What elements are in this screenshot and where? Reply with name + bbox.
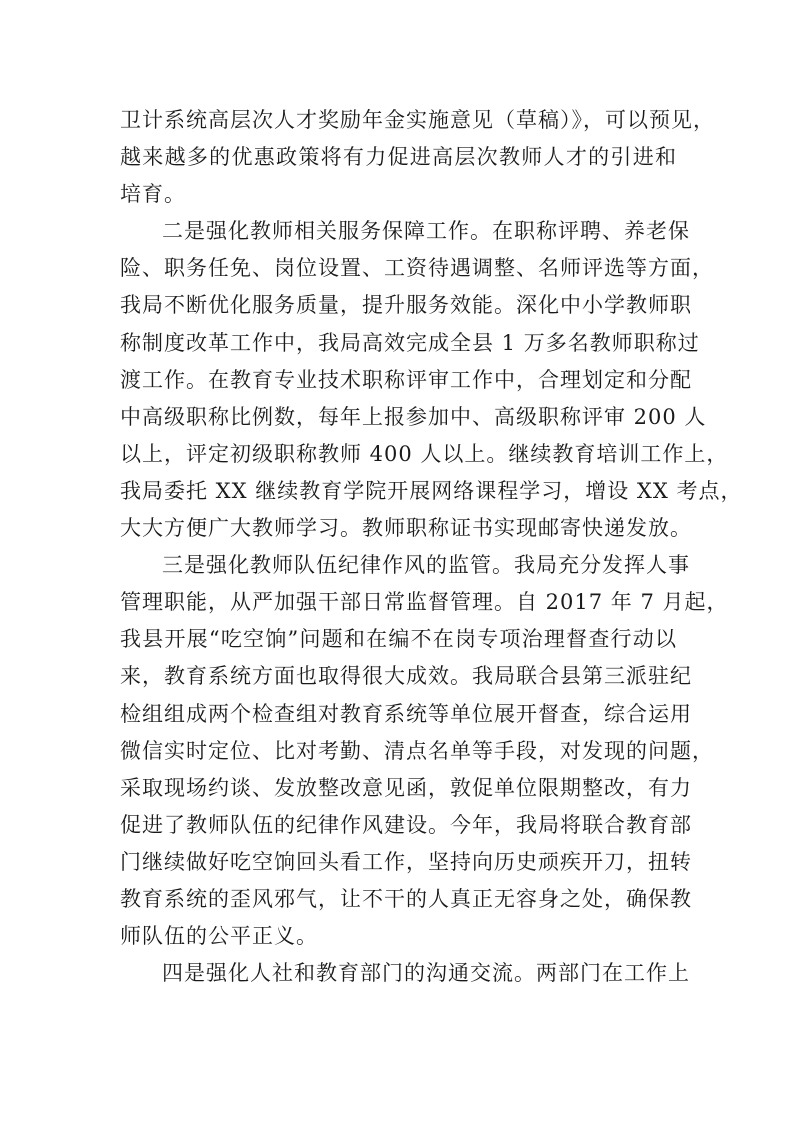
paragraph-start: 二是强化教师相关服务保障工作。在职称评聘、养老保 — [162, 219, 690, 244]
text-line: 培育。 — [120, 182, 186, 207]
text-line: 我县开展“吃空饷”问题和在编不在岗专项治理督查行动以 — [120, 627, 677, 652]
text-line: 我局不断优化服务质量，提升服务效能。深化中小学教师职 — [120, 293, 692, 318]
text-line: 卫计系统高层次人才奖励年金实施意见（草稿）》，可以预见， — [120, 108, 715, 132]
text-line: 大大方便广大教师学习。教师职称证书实现邮寄快递发放。 — [120, 516, 692, 541]
text-line: 检组组成两个检查组对教育系统等单位展开督查，综合运用 — [120, 701, 692, 726]
paragraph-start: 三是强化教师队伍纪律作风的监管。我局充分发挥人事 — [162, 553, 690, 578]
text-line: 教育系统的歪风邪气，让不干的人真正无容身之处，确保教 — [120, 886, 692, 911]
text-line: 来，教育系统方面也取得很大成效。我局联合县第三派驻纪 — [120, 664, 692, 689]
text-line: 以上，评定初级职称教师 400 人以上。继续教育培训工作上， — [120, 441, 729, 466]
text-line: 促进了教师队伍的纪律作风建设。今年，我局将联合教育部 — [120, 812, 692, 837]
text-line: 越来越多的优惠政策将有力促进高层次教师人才的引进和 — [120, 145, 677, 170]
text-line: 险、职务任免、岗位设置、工资待遇调整、名师评选等方面， — [120, 256, 714, 281]
text-line: 采取现场约谈、发放整改意见函，敦促单位限期整改，有力 — [120, 775, 692, 800]
paragraph-start: 四是强化人社和教育部门的沟通交流。两部门在工作上 — [162, 961, 690, 986]
text-line: 师队伍的公平正义。 — [120, 924, 318, 949]
document-body — [120, 102, 743, 992]
text-line: 门继续做好吃空饷回头看工作，坚持向历史顽疾开刀，扭转 — [120, 849, 692, 874]
text-line: 中高级职称比例数，每年上报参加中、高级职称评审 200 人 — [120, 404, 707, 429]
text-line: 称制度改革工作中，我局高效完成全县 1 万多名教师职称过 — [120, 330, 700, 355]
text-line: 渡工作。在教育专业技术职称评审工作中，合理划定和分配 — [120, 367, 692, 392]
text-line: 管理职能，从严加强干部日常监督管理。自 2017 年 7 月起， — [120, 590, 729, 615]
text-line: 微信实时定位、比对考勤、清点名单等手段，对发现的问题， — [120, 738, 714, 763]
text-line: 我局委托 XX 继续教育学院开展网络课程学习，增设 XX 考点， — [120, 478, 743, 503]
